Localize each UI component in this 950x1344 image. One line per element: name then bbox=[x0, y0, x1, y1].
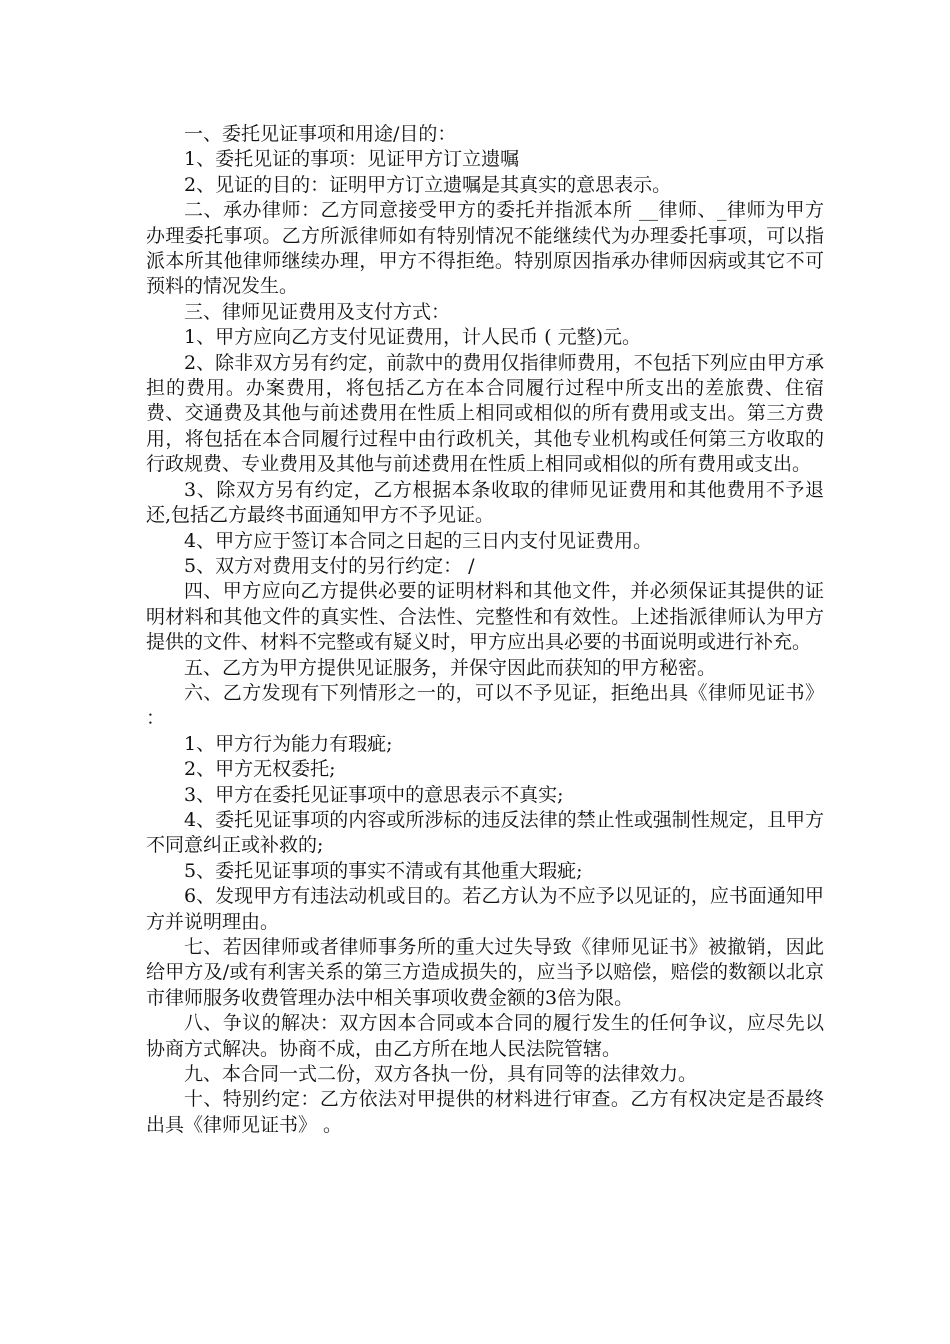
clause-6-item-2: 2、甲方无权委托; bbox=[184, 758, 336, 781]
clause-2-lawyers: 二、承办律师：乙方同意接受甲方的委托并指派本所 __律师、_律师为甲方办理委托事项。乙方所派律师如有特别情况不能继续代为办理委托事项，可以指派本所其他律师继续办理，甲方不得拒绝。特别原因指承办律师因病或其它不可预料的情况发生。 bbox=[146, 199, 824, 298]
document-body bbox=[146, 122, 831, 1138]
clause-6-item-3: 3、甲方在委托见证事项中的意思表示不真实; bbox=[184, 783, 564, 806]
clause-10-special: 十、特别约定：乙方依法对甲提供的材料进行审查。乙方有权决定是否最终出具《律师见证书》 。 bbox=[146, 1088, 824, 1136]
clause-1-heading: 一、委托见证事项和用途/目的： bbox=[184, 123, 457, 145]
clause-3-heading: 三、律师见证费用及支付方式： bbox=[184, 300, 451, 323]
clause-3-item-3: 3、除双方另有约定，乙方根据本条收取的律师见证费用和其他费用不予退还,包括乙方最终书面通知甲方不予见证。 bbox=[146, 478, 824, 527]
clause-1-item-2: 2、见证的目的：证明甲方订立遗嘱是其真实的意思表示。 bbox=[184, 173, 672, 196]
clause-8-disputes: 八、争议的解决：双方因本合同或本合同的履行发生的任何争议，应尽先以协商方式解决。协商不成，由乙方所在地人民法院管辖。 bbox=[146, 1012, 824, 1060]
clause-4-materials: 四、甲方应向乙方提供必要的证明材料和其他文件，并必须保证其提供的证明材料和其他文件的真实性、合法性、完整性和有效性。上述指派律师认为甲方提供的文件、材料不完整或有疑义时，甲方应出具必要的书面说明或进行补充。 bbox=[146, 580, 824, 654]
clause-6-item-4: 4、委托见证事项的内容或所涉标的违反法律的禁止性或强制性规定，且甲方不同意纠正或补救的; bbox=[146, 808, 824, 857]
clause-6-heading: 六、乙方发现有下列情形之一的，可以不予见证，拒绝出具《律师见证书》 ： bbox=[146, 681, 831, 730]
clause-6-item-1: 1、甲方行为能力有瑕疵; bbox=[184, 732, 393, 755]
clause-3-item-4: 4、甲方应于签订本合同之日起的三日内支付见证费用。 bbox=[184, 529, 653, 552]
clause-5-confidentiality: 五、乙方为甲方提供见证服务，并保守因此而获知的甲方秘密。 bbox=[184, 656, 717, 679]
clause-7-liability: 七、若因律师或者律师事务所的重大过失导致《律师见证书》被撤销，因此给甲方及/或有利害关系的第三方造成损失的，应当予以赔偿，赔偿的数额以北京市律师服务收费管理办法中相关事项收费金额的3倍为限。 bbox=[146, 936, 824, 1009]
clause-3-item-1: 1、甲方应向乙方支付见证费用，计人民币 ( 元整)元。 bbox=[184, 326, 641, 349]
clause-3-item-5: 5、双方对费用支付的另行约定： / bbox=[184, 554, 475, 577]
clause-1-item-1: 1、委托见证的事项：见证甲方订立遗嘱 bbox=[184, 148, 520, 171]
clause-6-item-6: 6、发现甲方有违法动机或目的。若乙方认为不应予以见证的，应书面通知甲方并说明理由。 bbox=[146, 885, 824, 933]
clause-6-item-5: 5、委托见证事项的事实不清或有其他重大瑕疵; bbox=[184, 859, 583, 882]
clause-9-copies: 九、本合同一式二份，双方各执一份，具有同等的法律效力。 bbox=[184, 1063, 698, 1086]
clause-3-item-2: 2、除非双方另有约定，前款中的费用仅指律师费用，不包括下列应由甲方承担的费用。办案费用，将包括乙方在本合同履行过程中所支出的差旅费、住宿费、交通费及其他与前述费用在性质上相同或相似的所有费用或支出。第三方费用，将包括在本合同履行过程中由行政机关，其他专业机构或任何第三方收取的行政规费、专业费用及其他与前述费用在性质上相同或相似的所有费用或支出。 bbox=[146, 351, 824, 476]
